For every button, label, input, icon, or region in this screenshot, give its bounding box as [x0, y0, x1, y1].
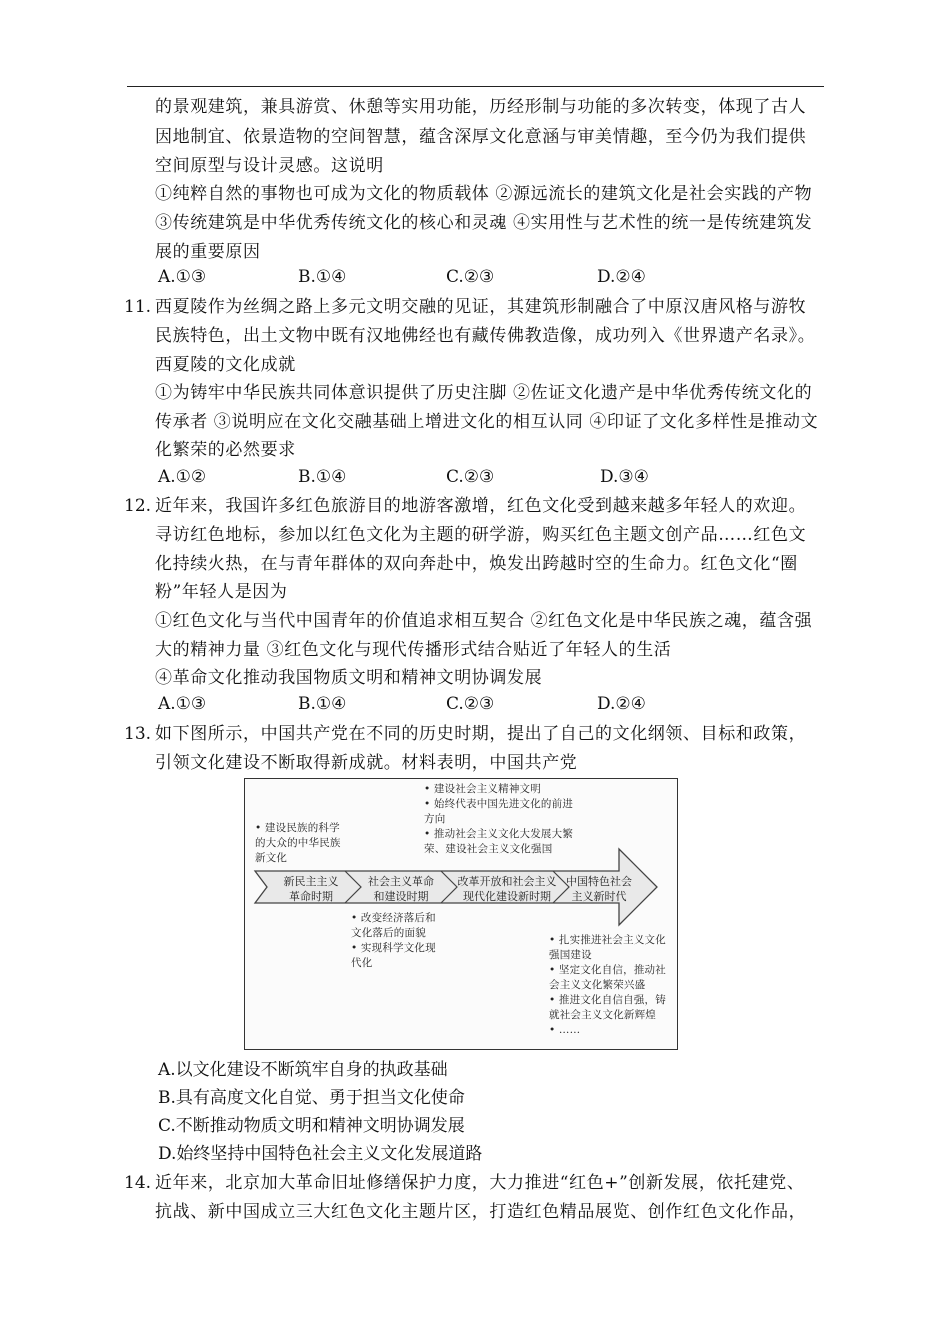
q13-option-c[interactable]: C.不断推动物质文明和精神文明协调发展	[158, 1116, 465, 1136]
q10-stem-line-1: 的景观建筑，兼具游赏、休憩等实用功能，历经形制与功能的多次转变，体现了古人	[155, 97, 807, 117]
stage-1-note: • 建设民族的科学 的大众的中华民族 新文化	[255, 822, 341, 864]
q10-statement-line-2: ③传统建筑是中华优秀传统文化的核心和灵魂 ④实用性与艺术性的统一是传统建筑发	[155, 213, 813, 233]
q13-option-d[interactable]: D.始终坚持中国特色社会主义文化发展道路	[158, 1144, 483, 1164]
q13-stem-line-1: 如下图所示，中国共产党在不同的历史时期，提出了自己的文化纲领、目标和政策，	[155, 724, 807, 744]
q10-option-a[interactable]: A.①③	[158, 267, 207, 287]
stage-2-note: • 改变经济落后和 文化落后的面貌 • 实现科学文化现 代化	[351, 912, 436, 969]
q10-stem-line-2: 因地制宜、依景造物的空间智慧，蕴含深厚文化意涵与审美情趣，至今仍为我们提供	[155, 127, 807, 147]
q11-stem-line-2: 民族特色，出土文物中既有汉地佛经也有藏传佛教造像，成功列入《世界遗产名录》。	[155, 326, 816, 346]
q13-option-a[interactable]: A.以文化建设不断筑牢自身的执政基础	[158, 1060, 448, 1080]
header-rule	[127, 86, 824, 87]
q12-number: 12.	[124, 496, 152, 516]
q14-number: 14.	[124, 1173, 152, 1193]
q12-statement-line-1: ①红色文化与当代中国青年的价值追求相互契合 ②红色文化是中华民族之魂，蕴含强	[155, 611, 813, 631]
q11-option-b[interactable]: B.①④	[298, 467, 347, 487]
q10-stem-line-3: 空间原型与设计灵感。这说明	[155, 156, 384, 176]
q13-number: 13.	[124, 724, 152, 744]
q10-statement-line-3: 展的重要原因	[155, 242, 261, 262]
q14-stem-line-2: 抗战、新中国成立三大红色文化主题片区，打造红色精品展览、创作红色文化作品，	[155, 1202, 807, 1222]
q12-statement-line-3: ④革命文化推动我国物质文明和精神文明协调发展	[155, 668, 543, 688]
q11-option-c[interactable]: C.②③	[446, 467, 495, 487]
q11-statement-line-2: 传承者 ③说明应在文化交融基础上增进文化的相互认同 ④印证了文化多样性是推动文	[155, 412, 819, 432]
q13-option-b[interactable]: B.具有高度文化自觉、勇于担当文化使命	[158, 1088, 465, 1108]
stage-1-label: 新民主主义 革命时期	[283, 875, 339, 903]
stage-2-label: 社会主义革命 和建设时期	[368, 875, 434, 903]
stage-3-label: 改革开放和社会主义 现代化建设新时期	[457, 875, 557, 903]
q12-option-b[interactable]: B.①④	[298, 694, 347, 714]
q12-option-a[interactable]: A.①③	[158, 694, 207, 714]
q11-stem-line-1: 西夏陵作为丝绸之路上多元文明交融的见证，其建筑形制融合了中原汉唐风格与游牧	[155, 297, 807, 317]
stage-4-note: • 扎实推进社会主义文化 强国建设 • 坚定文化自信，推动社 会主义文化繁荣兴盛 • 推进文化自信自强，铸 就社会主义文化新辉煌 • ……	[549, 934, 666, 1036]
q10-option-b[interactable]: B.①④	[298, 267, 347, 287]
stage-4-label: 中国特色社会 主义新时代	[566, 875, 632, 903]
stage-3-note: • 建设社会主义精神文明 • 始终代表中国先进文化的前进 方向 • 推动社会主义文化大发展大繁 荣、建设社会主义文化强国	[424, 783, 574, 855]
q14-stem-line-1: 近年来，北京加大革命旧址修缮保护力度，大力推进“红色+”创新发展，依托建党、	[155, 1173, 805, 1193]
q12-option-d[interactable]: D.②④	[597, 694, 646, 714]
q11-option-a[interactable]: A.①②	[158, 467, 207, 487]
q12-stem-line-1: 近年来，我国许多红色旅游目的地游客激增，红色文化受到越来越多年轻人的欢迎。	[155, 496, 807, 516]
q12-statement-line-2: 大的精神力量 ③红色文化与现代传播形式结合贴近了年轻人的生活	[155, 640, 672, 660]
q12-option-c[interactable]: C.②③	[446, 694, 495, 714]
q11-statement-line-1: ①为铸牢中华民族共同体意识提供了历史注脚 ②佐证文化遗产是中华优秀传统文化的	[155, 383, 813, 403]
q12-stem-line-3: 化持续火热，在与青年群体的双向奔赴中，焕发出跨越时空的生命力。红色文化“圈	[155, 554, 798, 574]
q11-statement-line-3: 化繁荣的必然要求	[155, 440, 296, 460]
q11-number: 11.	[124, 297, 152, 317]
q13-stem-line-2: 引领文化建设不断取得新成就。材料表明，中国共产党	[155, 753, 578, 773]
cpc-culture-timeline-figure	[244, 778, 678, 1050]
q11-option-d[interactable]: D.③④	[600, 467, 649, 487]
q10-option-d[interactable]: D.②④	[597, 267, 646, 287]
q10-option-c[interactable]: C.②③	[446, 267, 495, 287]
q12-stem-line-4: 粉”年轻人是因为	[155, 582, 288, 602]
q10-statement-line-1: ①纯粹自然的事物也可成为文化的物质载体 ②源远流长的建筑文化是社会实践的产物	[155, 184, 813, 204]
q11-stem-line-3: 西夏陵的文化成就	[155, 355, 296, 375]
q12-stem-line-2: 寻访红色地标，参加以红色文化为主题的研学游，购买红色主题文创产品……红色文	[155, 525, 807, 545]
